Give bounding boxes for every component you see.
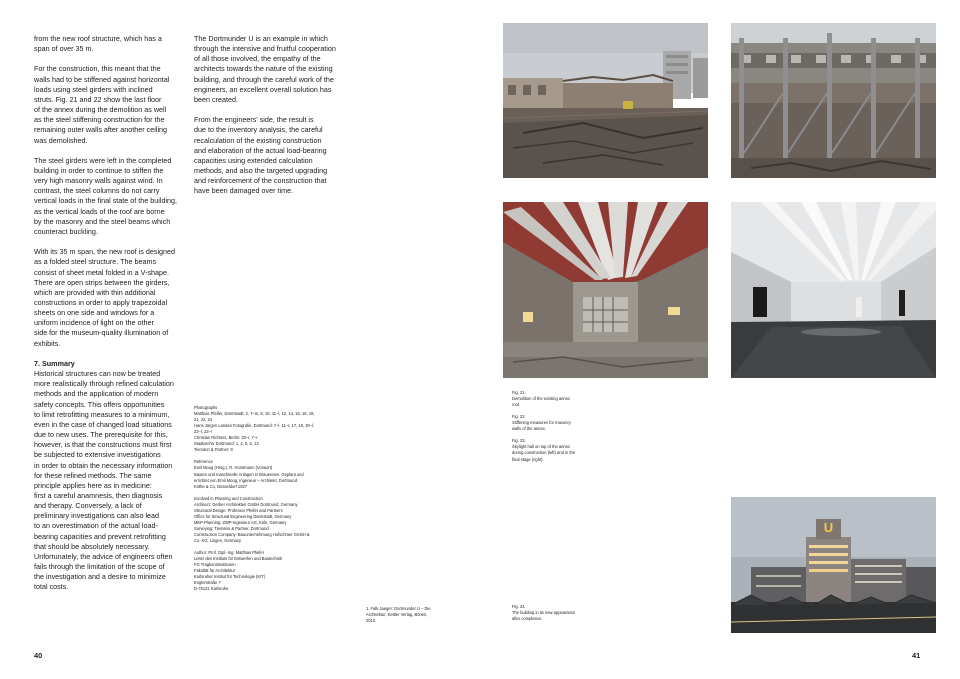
building-exterior-photo — [731, 497, 936, 633]
paragraph: For the construction, this meant that the walls had to be stiffened against horizontal loads using steel girders with inclined struts. Fig. 21 and 22 show the last floor of the annex during the demolition as well as the steel stiffening construction for the remaining outer walls after another ceiling was demolished. — [34, 64, 170, 145]
paragraph: from the new roof structure, which has a span of over 35 m. — [34, 34, 162, 54]
page-number-left: 40 — [34, 651, 43, 660]
demolition-photo — [503, 23, 708, 178]
section-heading: 7. Summary — [34, 358, 75, 368]
skylight-construction-photo — [503, 202, 708, 378]
paragraph: Historical structures can now be treated more realistically through refined calculation methods and the application of modern safety concepts. This offers opportunities to limit retrofitting measures to a minimum, even in the case of changed load situations due to new uses. The prerequisite for this, however, is that the constructions must first be subjected to extensive investigations in order to obtain the necessary information for these refined methods. The same principle applies here as in medicine: first a careful anamnesis, then diagnosis and therapy. Conversely, a lack of preliminary investigations can also lead to an overestimation of the actual load- bearing capacities and prevent retrofitting that should be absolutely necessary. Unfortunately, the advice of engineers often fails through the limitation of the scope of the investigation and a desire to minimize total costs. — [34, 369, 174, 592]
skylight-final-photo — [731, 202, 936, 378]
caption-fig-24: Fig. 24. The building in its new appearance after completion. — [512, 604, 576, 622]
body-column-2 — [194, 34, 350, 207]
involved-parties: Involved in Planning and Construction Architect: Gerber Architekten GmbH Dortmund, Germany Structural Design: Professor Pfeifer and Partners Office for Structural Engineering Darmstadt, Germany MEP-Planning: ZWP-Ingenieur AG, Köln, Germany Surveying: Tiemann & Partner, Dortmund Construction Company: Bauunternehmung Hofschröer GmbH & Co. KG, Lingen, Germany — [194, 495, 310, 544]
paragraph: With its 35 m span, the new roof is designed as a folded steel structure. The beams consist of sheet metal folded in a V-shape. There are open strips between the girders, which are provided with thin additional constructions in order to apply trapezoidal sheets on one side and windows for a uniform incidence of light on the other side for the museum-quality illumination of exhibits. — [34, 247, 176, 348]
caption-figs-21-23: Fig. 21. Demolition of the existing annex roof. Fig. 22. Stiffening measures for masonry walls of the annex. Fig. 23. Skylight hall on top of the annex during construction (left) and in the final stage (right). — [512, 390, 576, 462]
reference: Reference Emil Moog (Hrsg.), R. Horstmann (Vorwort) Bauten und maschinelle Anlagen in Brauereien. Geplant und errichtet von Emil Moog, Ingenieur – Architekt, Dortmund. Köthe & Co, Düsseldorf 1927 — [194, 459, 304, 489]
paragraph: The steel girders were left in the completed building in order to continue to stiffen the very high masonry walls against wind. In contrast, the steel columns do not carry vertical loads in the final state of the building, as the vertical loads of the roof are borne by the masonry and the steel beams which counteract buckling. — [34, 155, 178, 236]
paragraph: From the engineers' side, the result is due to the inventory analysis, the careful recalculation of the existing construction and elaboration of the actual load-bearing capacities using extended calculation methods, and also the targeted upgrading and reinforcement of the construction that have been damaged over time. — [194, 115, 328, 196]
photo-credits: Photographs Matthias Pfeifer, Darmstadt: 2, 7–m, 8, 10, 11–l, 12, 14, 15, 16, 19, 21, 22, 24 Hans Jürgen Landes Fotografie, Dortmund: 7–l, 11–r, 17, 18, 20–l, 23–l, 23–r Christian Richters, Berlin: 20–r, 7–r Stadtarchiv Dortmund: 1, 4, 5, 6, 13 Tiemann & Partner: 9 — [194, 405, 315, 453]
stiffening-photo — [731, 23, 936, 178]
credits-block — [194, 405, 359, 592]
page-number-right: 41 — [912, 651, 921, 660]
author-info: Author: Prof. Dipl.-Ing. Matthias Pfeifer Leiter des Instituts für Entwerfen und Bautechnik FG Tragkonstruktionen Fakultät für Architektur Karlsruher Institut für Technologie (KIT) Englerstraße 7 D-76131 Karlsruhe — [194, 550, 283, 592]
body-column-1 — [34, 34, 184, 603]
building-sign: U — [823, 520, 834, 535]
paragraph: The Dortmunder U is an example in which through the intensive and fruitful cooperation of all those involved, the empathy of the architects towards the nature of the existing building, and through the careful work of the engineers, an excellent overall solution has been created. — [194, 34, 336, 104]
footnote: 1. Falk Jaeger: Dortmunder U – Die Architektur, Kettler Verlag, Bönen, 2010. — [366, 606, 431, 624]
